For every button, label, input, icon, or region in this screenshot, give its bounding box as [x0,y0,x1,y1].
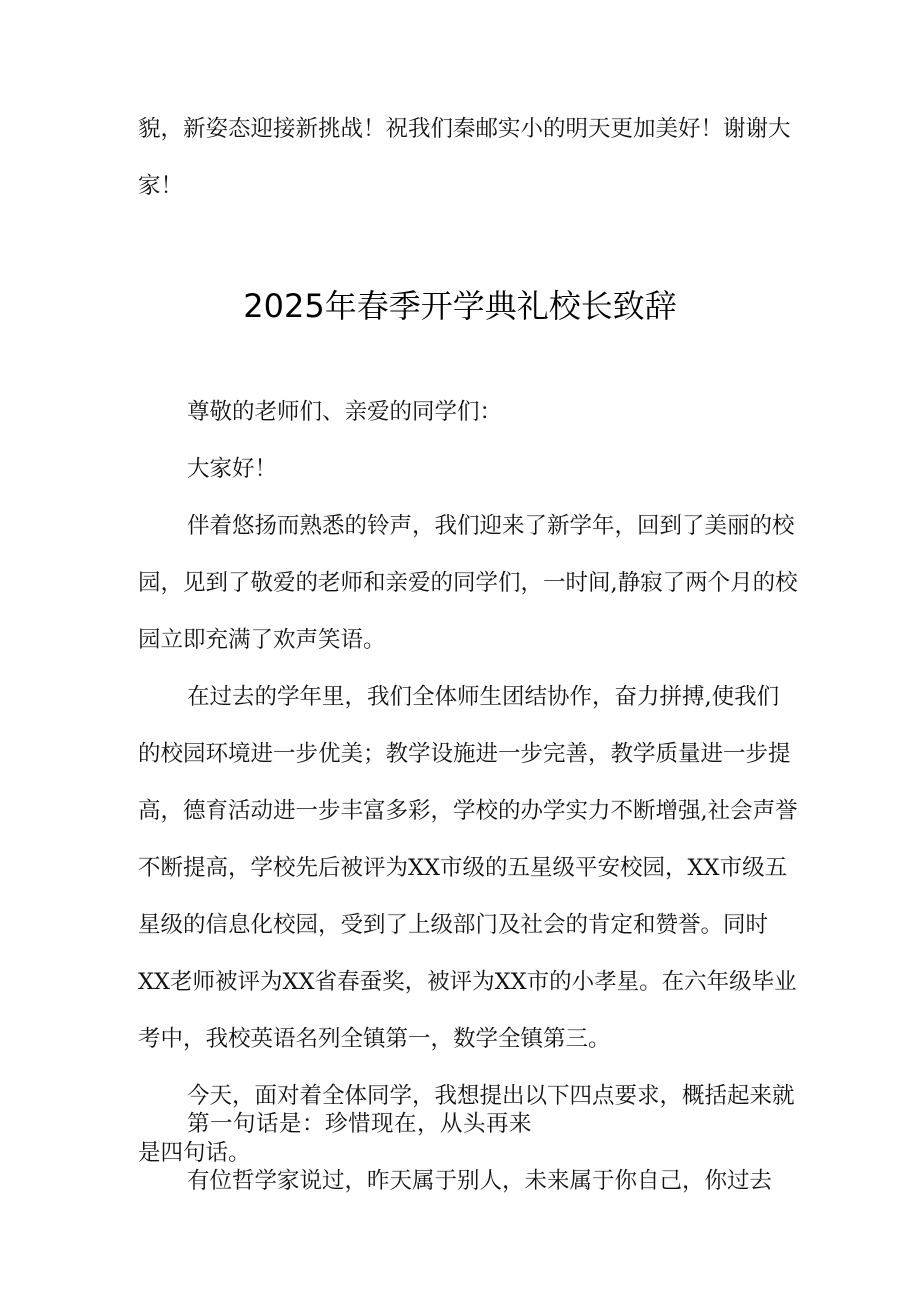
page-title: 2025年春季开学典礼校长致辞 [243,287,677,325]
last-paragraph: 有位哲学家说过，昨天属于别人，未来属于你自己，你过去 [187,1168,773,1194]
continuation-text: 貌，新姿态迎接新挑战！祝我们秦邮实小的明天更加美好！谢谢大家！ [138,116,791,199]
paragraph-3: 今天，面对着全体同学，我想提出以下四点要求，概括起来就是四句话。 [138,1083,795,1166]
paragraph-2: 在过去的学年里，我们全体师生团结协作，奋力拼搏,使我们的校园环境进一步优美；教学设施进一步完善，教学质量进一步提高，德育活动进一步丰富多彩，学校的办学实力不断增强,社会声誉不断提高，学校先后被评为XX市级的五星级平安校园，XX市级五星级的信息化校园，受到了上级部门及社会的肯定和赞誉。同时XX老师被评为XX省春蚕奖，被评为XX市的小孝星。在六年级毕业考中，我校英语名列全镇第一，数学全镇第三。 [138,684,798,1052]
paragraph-1: 伴着悠扬而熟悉的铃声，我们迎来了新学年，回到了美丽的校园，见到了敬爱的老师和亲爱的同学们，一时间,静寂了两个月的校园立即充满了欢声笑语。 [138,513,798,653]
greeting: 大家好！ [187,456,278,482]
section-1 [138,1096,798,1210]
salutation: 尊敬的老师们、亲爱的同学们： [187,399,503,425]
section-heading: 第一句话是：珍惜现在，从头再来 [187,1111,533,1137]
speech-body [138,384,798,1182]
